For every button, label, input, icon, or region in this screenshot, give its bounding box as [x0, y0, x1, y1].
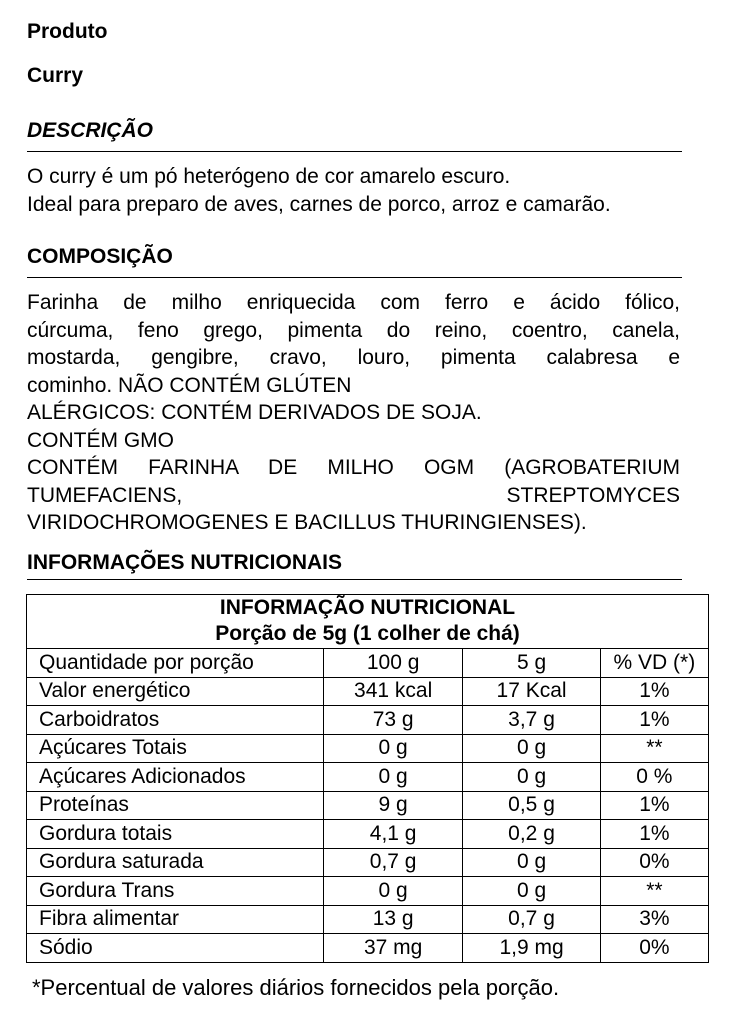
table-row — [27, 934, 709, 963]
nutrient-name: Valor energético — [27, 677, 324, 706]
amount-cell: 0,7 g — [463, 905, 600, 934]
daily-value-cell: 0% — [600, 934, 708, 963]
table-row — [27, 791, 709, 820]
amount-cell: 0 g — [324, 734, 463, 763]
description-text — [27, 163, 680, 218]
product-name: Curry — [27, 64, 84, 87]
table-row — [27, 905, 709, 934]
nutrient-name: Gordura Trans — [27, 877, 324, 906]
footnote: *Percentual de valores diários fornecidos pela porção. — [32, 975, 560, 1000]
table-row — [27, 877, 709, 906]
composition-rule — [27, 277, 682, 278]
amount-cell: 0 g — [463, 848, 600, 877]
table-row — [27, 734, 709, 763]
nutrient-name: Açúcares Adicionados — [27, 763, 324, 792]
amount-cell: 0 g — [463, 763, 600, 792]
amount-cell: 0,5 g — [463, 791, 600, 820]
nutrient-name: Gordura totais — [27, 820, 324, 849]
amount-cell: 0,2 g — [463, 820, 600, 849]
column-header: 5 g — [463, 649, 600, 678]
table-row — [27, 848, 709, 877]
portion-text: Porção de 5g (1 colher de chá) — [27, 620, 709, 649]
ingredients-line: cúrcuma, feno grego, pimenta do reino, coentro, canela, — [27, 318, 680, 342]
description-line: O curry é um pó heterógeno de cor amarelo escuro. — [27, 165, 511, 188]
amount-cell: 73 g — [324, 706, 463, 735]
nutrient-name: Fibra alimentar — [27, 905, 324, 934]
daily-value-cell: 1% — [600, 677, 708, 706]
portion-row — [27, 620, 709, 649]
ingredients-line: Farinha de milho enriquecida com ferro e ácido fólico, — [27, 291, 680, 314]
amount-cell: 0 g — [463, 877, 600, 906]
table-row — [27, 706, 709, 735]
table-row — [27, 820, 709, 849]
composition-text — [27, 289, 680, 537]
ingredients-line: cominho. NÃO CONTÉM GLÚTEN — [27, 373, 352, 397]
table-title-row — [27, 595, 709, 621]
table-header-row — [27, 649, 709, 678]
column-header: Quantidade por porção — [27, 649, 324, 678]
amount-cell: 17 Kcal — [463, 677, 600, 706]
description-rule — [27, 151, 682, 152]
gmo-detail-line: CONTÉM FARINHA DE MILHO OGM (AGROBATERIUM — [27, 456, 680, 479]
table-row — [27, 763, 709, 792]
amount-cell: 341 kcal — [324, 677, 463, 706]
daily-value-cell: 0% — [600, 848, 708, 877]
gmo-detail-line: TUMEFACIENS, STREPTOMYCES — [27, 483, 680, 507]
daily-value-cell: 0 % — [600, 763, 708, 792]
daily-value-cell: ** — [600, 734, 708, 763]
composition-title: COMPOSIÇÃO — [27, 245, 173, 268]
ingredients-line: mostarda, gengibre, cravo, louro, pimenta calabresa e — [27, 346, 680, 369]
daily-value-cell: 1% — [600, 706, 708, 735]
daily-value-cell: 1% — [600, 791, 708, 820]
daily-value-cell: ** — [600, 877, 708, 906]
table-row — [27, 677, 709, 706]
amount-cell: 0 g — [463, 734, 600, 763]
table-title: INFORMAÇÃO NUTRICIONAL — [27, 595, 709, 621]
nutrient-name: Açúcares Totais — [27, 734, 324, 763]
nutrient-name: Carboidratos — [27, 706, 324, 735]
amount-cell: 0,7 g — [324, 848, 463, 877]
nutrition-table — [26, 594, 709, 963]
column-header: 100 g — [324, 649, 463, 678]
nutrition-rule — [27, 579, 682, 580]
allergens-text: ALÉRGICOS: CONTÉM DERIVADOS DE SOJA. — [27, 401, 482, 424]
amount-cell: 4,1 g — [324, 820, 463, 849]
amount-cell: 0 g — [324, 877, 463, 906]
description-title: DESCRIÇÃO — [27, 119, 154, 142]
description-line: Ideal para preparo de aves, carnes de porco, arroz e camarão. — [27, 192, 611, 216]
gmo-text: CONTÉM GMO — [27, 428, 174, 452]
amount-cell: 13 g — [324, 905, 463, 934]
amount-cell: 37 mg — [324, 934, 463, 963]
daily-value-cell: 3% — [600, 905, 708, 934]
nutrient-name: Gordura saturada — [27, 848, 324, 877]
daily-value-cell: 1% — [600, 820, 708, 849]
amount-cell: 3,7 g — [463, 706, 600, 735]
amount-cell: 0 g — [324, 763, 463, 792]
nutrient-name: Proteínas — [27, 791, 324, 820]
column-header: % VD (*) — [600, 649, 708, 678]
gmo-detail-line: VIRIDOCHROMOGENES E BACILLUS THURINGIENSES). — [27, 511, 587, 534]
amount-cell: 9 g — [324, 791, 463, 820]
nutrient-name: Sódio — [27, 934, 324, 963]
amount-cell: 1,9 mg — [463, 934, 600, 963]
product-label: Produto — [27, 20, 108, 43]
nutrition-section-title: INFORMAÇÕES NUTRICIONAIS — [27, 551, 342, 574]
